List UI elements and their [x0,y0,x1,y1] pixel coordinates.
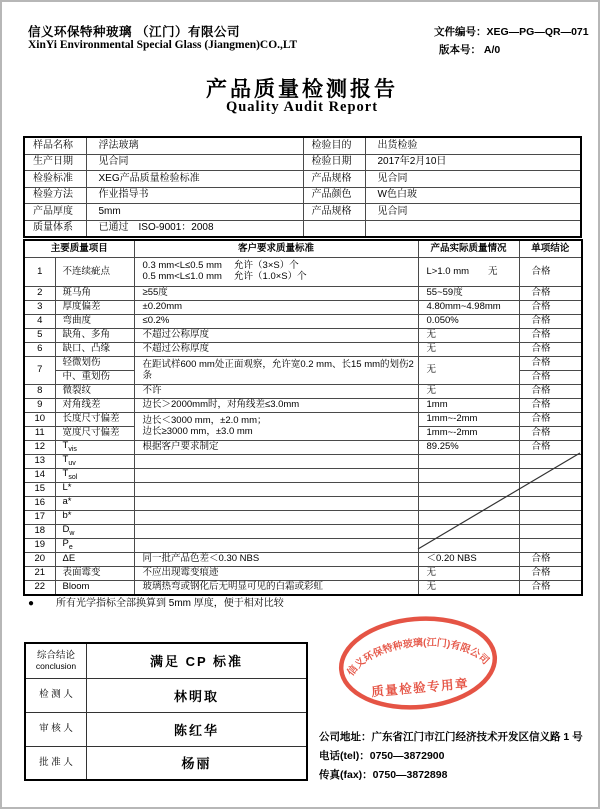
reviewer-label: 审 核 人 [25,712,87,746]
table-row: 20 ΔE 同一批产品色差＜0.30 NBS ＜0.20 NBS 合格 [24,553,582,567]
table-row: 12 $T_{vis}$ 根据客户要求制定 89.25% 合格 [24,441,582,455]
table-row: 17 b* [24,511,582,525]
info-label: 生产日期 [24,154,86,171]
info-label: 检验标准 [24,171,86,188]
report-title-en: Quality Audit Report [225,99,379,115]
info-label: 检验日期 [303,154,365,171]
table-row [24,187,581,204]
table-row [24,220,581,237]
company-contact-block [319,728,594,785]
reviewer-name: 陈红华 [87,712,308,746]
quality-items-table [23,239,583,596]
info-value: 2017年2月10日 [365,154,581,171]
table-row [24,171,581,188]
info-label: 样品名称 [24,137,86,154]
table-row: 8 微裂纹 不许 无 合格 [24,385,582,399]
company-name-cn: 信义环保特种玻璃 （江门）有限公司 [28,25,240,39]
info-value: 见合同 [86,154,303,171]
table-row [24,137,581,154]
company-address: 公司地址：广东省江门市江门经济技术开发区信义路 1 号 [319,731,583,743]
table-row: 19 $P_e$ [24,539,582,553]
table-row: 3 厚度偏差 ±0.20mm 4.80mm~4.98mm 合格 [24,301,582,315]
info-label: 产品厚度 [24,204,86,221]
info-value: 出货检验 [365,137,581,154]
document-number-value: XEG—PG—QR—071 [486,26,589,38]
table-row: 22 Bloom 玻璃热弯或钢化后无明显可见的白霜或彩虹 无 合格 [24,581,582,595]
optical-note [28,594,284,609]
col-header-item: 主要质量项目 [24,240,134,258]
table-row: 4 弯曲度 ≤0.2% 0.050% 合格 [24,315,582,329]
criteria-line: 边长≥3000 mm，±3.0 mm [142,425,253,437]
table-row [25,712,307,746]
criteria-line: 0.3 mm<L≤0.5 mm 允许（3×S）个 [142,260,299,272]
info-value: 作业指导书 [86,187,303,204]
version-value: A/0 [483,44,501,56]
table-row: 13 $T_{uv}$ [24,455,582,469]
table-row [24,204,581,221]
table-row: 1 不连续疵点 0.3 mm<L≤0.5 mm 允许（3×S）个 0.5 mm<L≤1.0 mm 允许（1.0×S）个 L>1.0 mm 无 合格 [24,258,582,287]
document-number [434,24,589,39]
table-row: 中、重划伤 合格 [24,371,582,385]
company-name-en: XinYi Environmental Special Glass (Jiangmen)CO.,LT [28,39,298,51]
bullet-icon: ● [28,598,35,609]
info-label: 检验目的 [303,137,365,154]
table-row: 14 $T_{sol}$ [24,469,582,483]
info-label [303,220,365,237]
criteria-line: 0.5 mm<L≤1.0 mm 允许（1.0×S）个 [142,271,307,282]
table-row: 10 长度尺寸偏差 边长＜3000 mm，±2.0 mm； 边长≥3000 mm，±3.0 mm 1mm~-2mm 合格 [24,413,582,427]
info-label: 检验方法 [24,187,86,204]
conclusion-label: 综合结论 conclusion [25,643,87,678]
seal-center-text: 质量检验专用章 [370,676,470,700]
info-value: 已通过 ISO-9001：2008 [86,220,303,237]
table-row: 2 斑马角 ≥55度 55~59度 合格 [24,287,582,301]
table-row: 5 缺角、多角 不超过公称厚度 无 合格 [24,329,582,343]
document-number-label: 文件编号： [434,26,487,38]
info-value [365,220,581,237]
inspector-label: 检 测 人 [25,678,87,712]
approver-label: 批 准 人 [25,746,87,780]
info-value: 见合同 [365,204,581,221]
version-label: 版本号： [439,44,481,56]
info-value: 5mm [86,204,303,221]
table-row: 15 L* [24,483,582,497]
info-value: 浮法玻璃 [86,137,303,154]
report-title-cn: 产品质量检测报告 [206,78,398,101]
version-number [439,42,500,57]
info-value: XEG产品质量检验标准 [86,171,303,188]
table-row [25,746,307,780]
company-seal [331,607,505,719]
info-label: 产品规格 [303,204,365,221]
company-tel: 电话(tel)：0750—3872900 [319,750,445,762]
note-text: 所有光学指标全部换算到 5mm 厚度，便于相对比较 [56,598,284,609]
table-row: 16 a* [24,497,582,511]
table-row: 18 $D_w$ [24,525,582,539]
approver-name: 杨丽 [87,746,308,780]
seal-arc-text: 信义环保特种玻璃(江门)有限公司 [345,637,491,679]
conclusion-value: 满足 CP 标准 [87,643,308,678]
table-row: 7 轻微划伤 在距试样600 mm处正面观察，允许宽0.2 mm、长15 mm的划伤2条 无 合格 [24,357,582,371]
company-fax: 传真(fax)：0750—3872898 [319,769,448,781]
table-row [24,154,581,171]
table-row: 11 宽度尺寸偏差 1mm~-2mm 合格 [24,427,582,441]
sample-info-table [23,136,582,238]
table-row: 21 表面霉变 不应出现霉变痕迹 无 合格 [24,567,582,581]
col-header-criteria: 客户要求质量标准 [134,240,418,258]
signature-table [24,642,308,781]
table-row: 9 对角线差 边长＞2000mm时，对角线差≤3.0mm 1mm 合格 [24,399,582,413]
table-row [25,678,307,712]
table-row [25,643,307,678]
info-value: 见合同 [365,171,581,188]
info-label: 产品颜色 [303,187,365,204]
col-header-actual: 产品实际质量情况 [418,240,519,258]
inspector-name: 林明取 [87,678,308,712]
table-row: 6 缺口、凸缘 不超过公称厚度 无 合格 [24,343,582,357]
table-header-row [24,240,582,258]
criteria-line: 边长＜3000 mm，±2.0 mm； [142,414,267,426]
info-value: W色白玻 [365,187,581,204]
info-label: 质量体系 [24,220,86,237]
col-header-verdict: 单项结论 [519,240,582,258]
info-label: 产品规格 [303,171,365,188]
